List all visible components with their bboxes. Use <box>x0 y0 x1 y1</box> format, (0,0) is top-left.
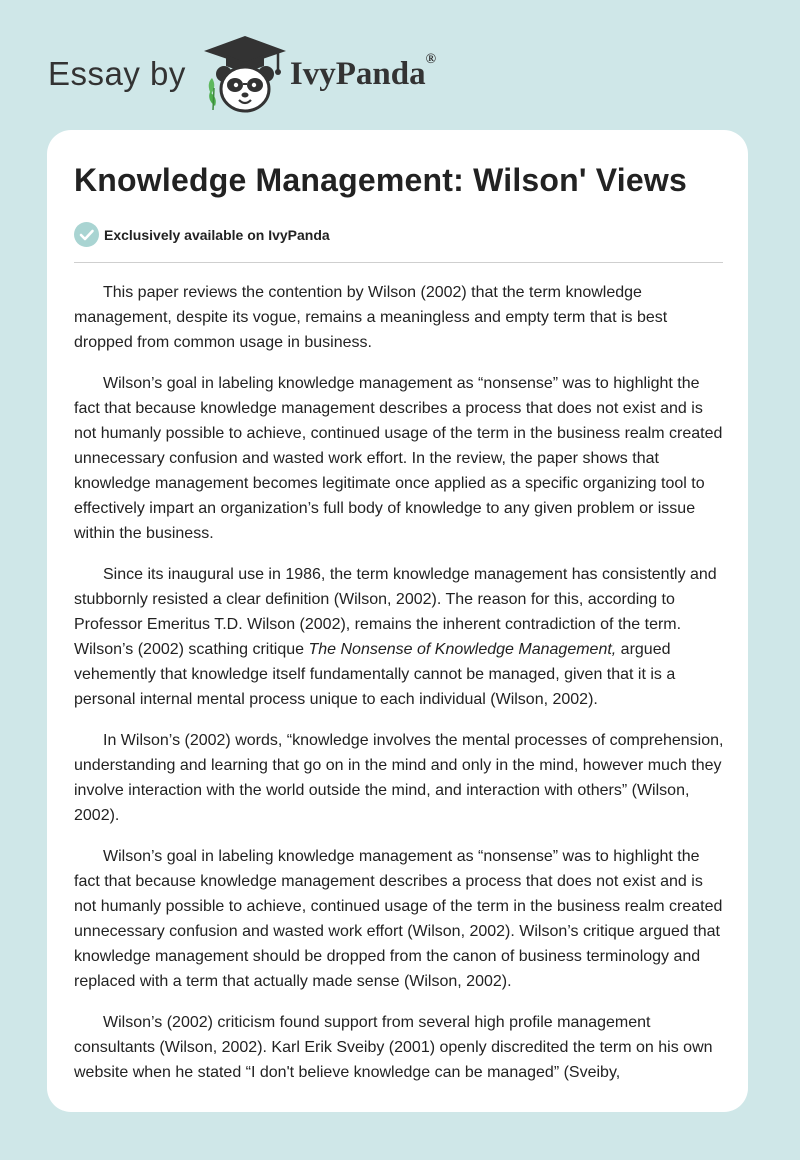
paragraph-4: In Wilson’s (2002) words, “knowledge involves the mental processes of comprehension, understanding and learning that go on in the mind and only in the mind, however much they involve interaction with the world outside the mind, and interaction with others” (Wilson, 2002). <box>74 732 724 824</box>
paragraph-6: Wilson’s (2002) criticism found support from several high profile management consultants (Wilson, 2002). Karl Erik Sveiby (2001) openly discredited the term on his own website when he stated “I don't believe knowledge can be managed” (Sveiby, <box>74 1014 713 1081</box>
registered-mark: ® <box>425 51 437 67</box>
paragraph-3-text-start: Since its inaugural use in 1986, the term knowledge management has consistently and stubbornly resisted a clear definition (Wilson, 2002). The reason for this, according to Professor Emeritus T.D. Wilson (2002), remains the inherent contradiction of the term. Wilson’s (2002) scathing critique <box>74 566 717 658</box>
essay-body <box>74 280 726 1101</box>
check-circle-icon <box>74 222 99 247</box>
panda-mascot-icon <box>202 34 288 114</box>
brand-header[interactable] <box>48 34 436 114</box>
paragraph-3 <box>74 562 726 712</box>
title-divider <box>74 262 723 263</box>
exclusive-badge <box>74 222 330 247</box>
paragraph-2: Wilson’s goal in labeling knowledge management as “nonsense” was to highlight the fact that because knowledge management describes a process that does not exist and is not humanly possible to achieve, continued usage of the term in the business realm created unnecessary confusion and wasted work effort. In the review, the paper shows that knowledge management becomes legitimate once applied as a specific organizing tool to effectively impart an organization’s full body of knowledge to any given problem or issue within the business. <box>74 375 723 542</box>
paragraph-3-text-end: argued vehemently that knowledge itself fundamentally cannot be managed, given that it is a personal internal mental process unique to each individual (Wilson, 2002). <box>74 641 676 708</box>
essay-card <box>47 130 748 1112</box>
paragraph-5: Wilson’s goal in labeling knowledge management as “nonsense” was to highlight the fact that because knowledge management describes a process that does not exist and is not humanly possible to achieve, continued usage of the term in the business realm created unnecessary confusion and wasted work effort (Wilson, 2002). Wilson’s critique argued that knowledge management should be dropped from the canon of business terminology and replaced with a term that actually made sense (Wilson, 2002). <box>74 848 723 990</box>
paragraph-1: This paper reviews the contention by Wilson (2002) that the term knowledge management, despite its vogue, remains a meaningless and empty term that is best dropped from common usage in business. <box>74 284 668 351</box>
exclusive-badge-text: Exclusively available on IvyPanda <box>104 226 330 243</box>
brand-prefix: Essay by <box>48 55 186 92</box>
brand-name <box>289 51 437 93</box>
brand-name-text: IvyPanda <box>289 55 426 92</box>
essay-title: Knowledge Management: Wilson' Views <box>74 162 687 198</box>
critique-title: The Nonsense of Knowledge Management, <box>308 641 617 658</box>
